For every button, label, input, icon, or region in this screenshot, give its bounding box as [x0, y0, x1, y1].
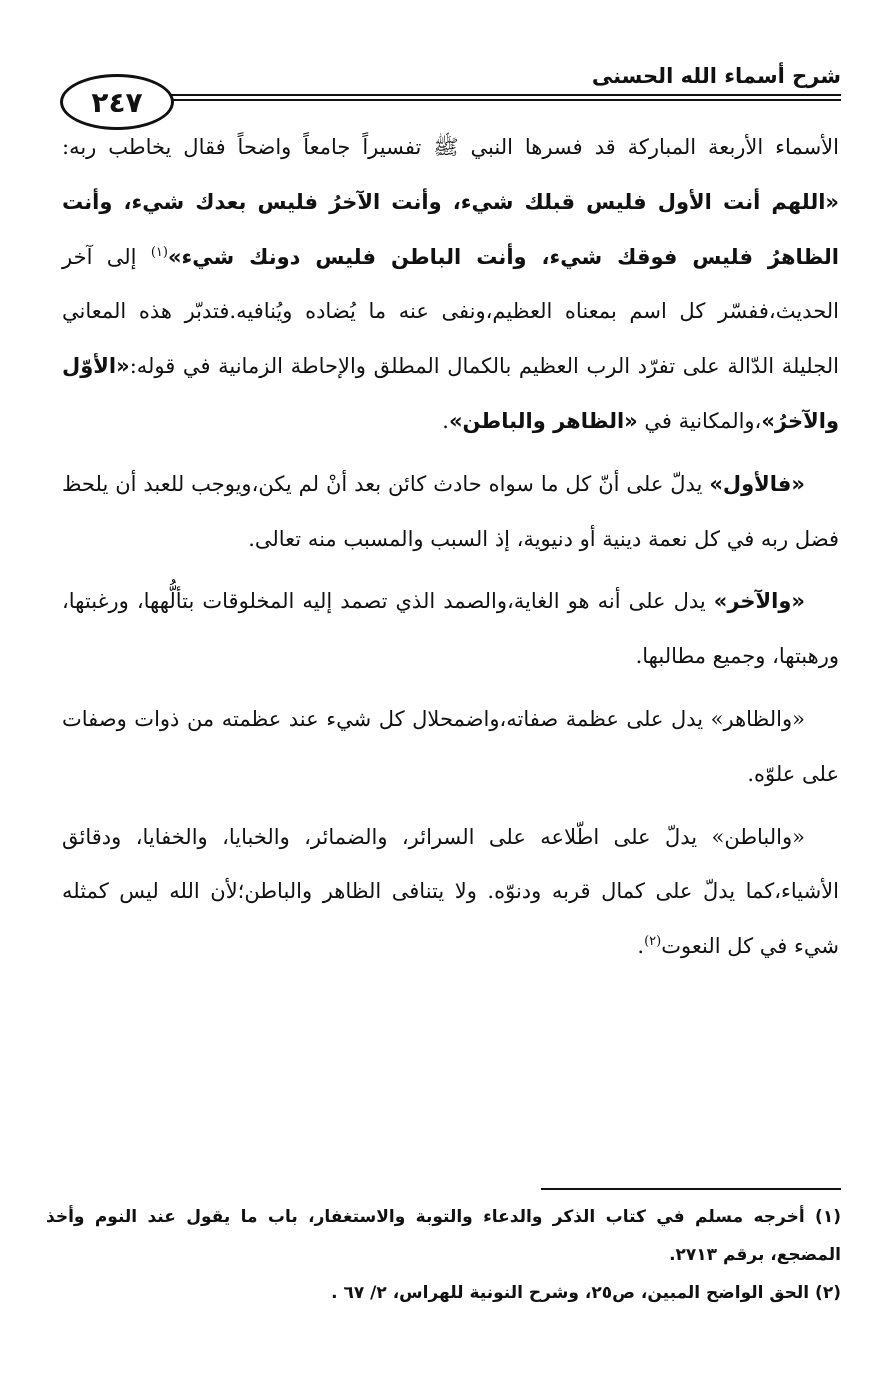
page-number: ٢٤٧: [91, 85, 143, 119]
paragraph-az-zahir: [62, 692, 839, 802]
quote-first-last: «الأوّل والآخرُ»: [62, 354, 839, 433]
paragraph-al-batin: [62, 810, 839, 974]
hadith-quote: «اللهم أنت الأول فليس قبلك شيء، وأنت الآخرُ فليس بعدك شيء، وأنت الظاهرُ فليس فوقك شيء، وأنت الباطن فليس دونك شيء»: [62, 189, 839, 269]
intro-end: .: [442, 408, 449, 433]
footnote-2: (٢) الحق الواضح المبين، ص٢٥، وشرح النونية للهراس، ٢/ ٦٧ .: [331, 1283, 841, 1303]
footnote-1: (١) أخرجه مسلم في كتاب الذكر والدعاء والتوبة والاستغفار، باب ما يقول عند النوم وأخذ المضجع، برقم ٢٧١٣.: [46, 1207, 841, 1265]
intro-continuation: إلى آخر الحديث،ففسّر كل اسم بمعناه العظيم،ونفى عنه ما يُضاده ويُنافيه.فتدبّر هذه المعاني الجليلة الدّالة على تفرّد الرب العظيم بالكمال المطلق والإحاطة الزمانية في قوله:: [62, 244, 839, 379]
intro-spatial: ،والمكانية في: [637, 408, 762, 433]
paragraph-al-awwal: [62, 457, 839, 567]
footnotes: [46, 1198, 841, 1312]
main-text: [62, 120, 839, 974]
header-divider: [150, 94, 841, 101]
term-az-zahir: «والظاهر»: [710, 706, 805, 731]
footnote-divider: [541, 1188, 841, 1190]
term-al-batin: «والباطن»: [711, 824, 805, 849]
al-batin-text: يدلّ على اطّلاعه على السرائر، والضمائر، والخبايا، والخفايا، ودقائق الأشياء،كما يدلّ على كمال قربه ودنوّه. ولا يتنافى الظاهر والباطن؛لأن الله ليس كمثله شيء في كل النعوت: [62, 824, 839, 959]
intro-text: الأسماء الأربعة المباركة قد فسرها النبي ﷺ تفسيراً جامعاً واضحاً فقال يخاطب ربه:: [62, 135, 839, 159]
al-awwal-text: يدلّ على أنّ كل ما سواه حادث كائن بعد أنْ لم يكن،ويوجب للعبد أن يلحظ فضل ربه في كل نعمة دينية أو دنيوية، إذ السبب والمسبب منه تعالى.: [62, 471, 839, 551]
az-zahir-text: يدل على عظمة صفاته،واضمحلال كل شيء عند عظمته من ذوات وصفات على علوّه.: [62, 706, 839, 786]
term-al-awwal: «فالأول»: [709, 471, 805, 496]
footnote-ref-1: (١): [150, 244, 168, 260]
paragraph-al-akhir: [62, 574, 839, 684]
running-header-title: شرح أسماء الله الحسنى: [591, 64, 841, 88]
term-al-akhir: «والآخر»: [713, 589, 805, 614]
al-akhir-text: يدل على أنه هو الغاية،والصمد الذي تصمد إليه المخلوقات بتألُّهها، ورغبتها، ورهبتها، وجميع مطالبها.: [62, 589, 839, 669]
al-batin-end: .: [637, 934, 645, 959]
quote-manifest-hidden: «الظاهر والباطن»: [448, 408, 638, 433]
footnote-ref-2: (٢): [644, 934, 662, 950]
paragraph-intro: [62, 120, 839, 449]
